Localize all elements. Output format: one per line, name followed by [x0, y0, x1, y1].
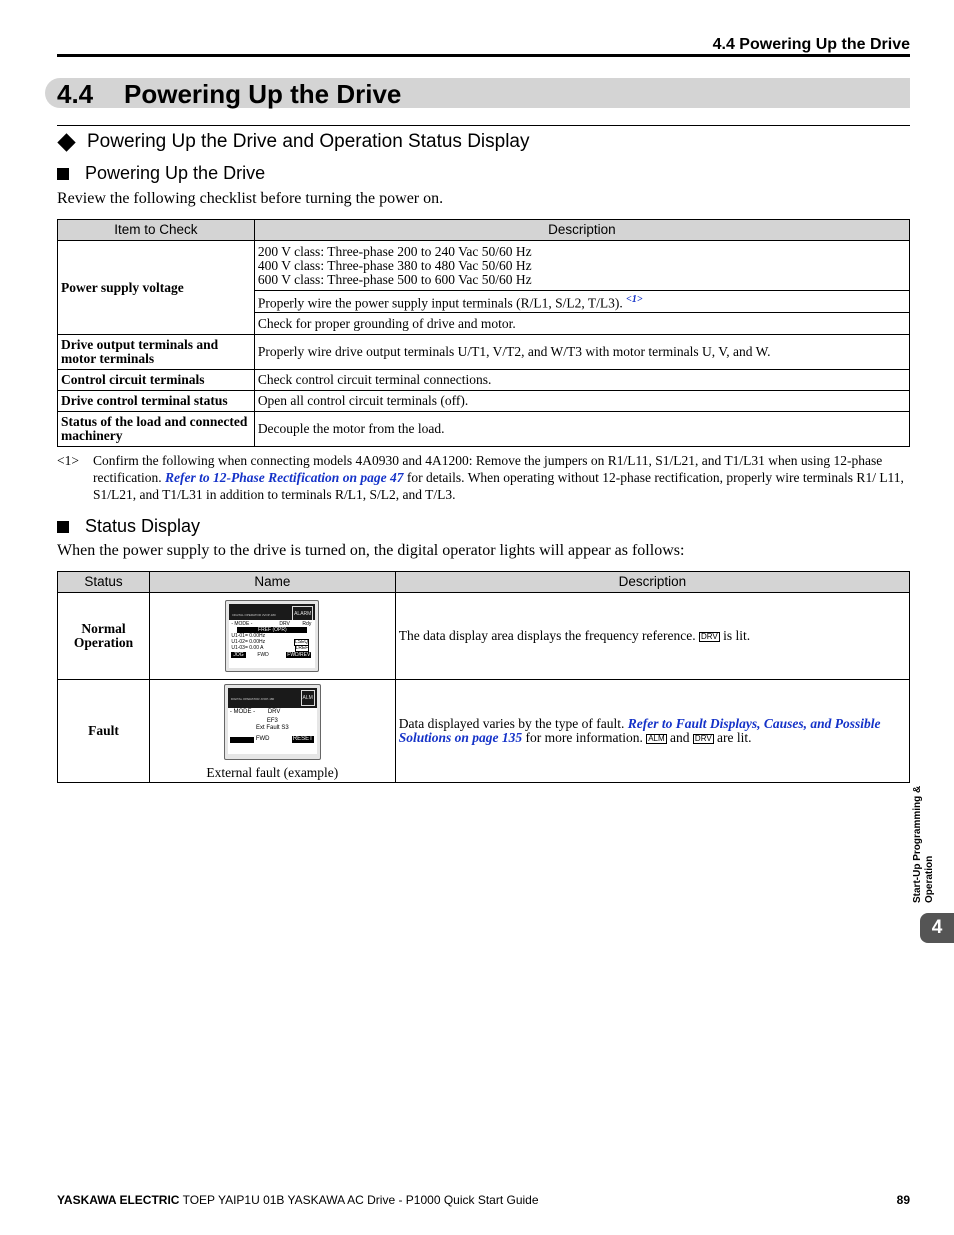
drv-indicator-icon: DRV — [694, 734, 712, 743]
footnote-text-2: for details. When operating without 12-phase rectification, properly wire terminals R1/ L11, S1/L21, and T1/L31 in addition to terminals R/L1, S/L2, and T/L3. — [93, 470, 904, 502]
fault-caption: External fault (example) — [206, 765, 339, 780]
lcd-fwd: FWD — [255, 736, 270, 742]
table-row — [58, 680, 910, 783]
powering-up-title: Powering Up the Drive — [85, 163, 266, 183]
status-display-title: Status Display — [85, 516, 201, 536]
status-col-name: Name — [149, 572, 395, 593]
fault-display-cell — [149, 680, 395, 783]
checklist-desc-grounding: Check for proper grounding of drive and motor. — [254, 313, 909, 335]
lcd-u101: U1-01= 0.00Hz — [231, 633, 266, 639]
lcd-header — [229, 604, 315, 620]
diamond-bullet-icon — [57, 133, 75, 151]
table-row — [58, 335, 910, 370]
table-row — [58, 391, 910, 412]
fault-desc-after: are lit. — [717, 730, 752, 745]
status-fault: Fault — [58, 680, 150, 783]
checklist-desc: Open all control circuit terminals (off). — [254, 391, 909, 412]
header-rule — [57, 54, 910, 57]
lcd-drv: DRV — [279, 621, 290, 627]
lcd-badge: ALARM — [292, 606, 313, 622]
checklist-item: Drive output terminals and motor terminals — [58, 335, 255, 370]
checklist-table — [57, 219, 910, 447]
lcd-fault-text: Ext Fault S3 — [255, 725, 289, 731]
powering-up-heading — [57, 163, 265, 184]
note-ref-link[interactable]: <1> — [626, 293, 643, 305]
section-title — [57, 79, 401, 110]
lcd-mode: - MODE - — [229, 709, 256, 715]
lcd-blank-key — [230, 737, 254, 743]
normal-desc-after: is lit. — [723, 628, 751, 643]
footer-brand: YASKAWA ELECTRIC — [57, 1193, 180, 1207]
normal-display-cell — [149, 593, 395, 680]
lcd-screen — [228, 708, 317, 754]
lcd-fwdrev: FWD/REV — [287, 652, 311, 658]
side-tab — [898, 775, 954, 905]
footer-doc: TOEP YAIP1U 01B YASKAWA AC Drive - P1000 Quick Start Guide — [182, 1193, 539, 1207]
lcd-label: DIGITAL OPERATOR JVOP-180 — [232, 613, 276, 617]
running-head: 4.4 Powering Up the Drive — [712, 36, 910, 53]
status-normal: Normal Operation — [58, 593, 150, 680]
rectification-link[interactable]: Refer to 12-Phase Rectification on page 47 — [164, 470, 404, 485]
footnote-label: <1> — [57, 453, 79, 468]
checklist-desc: Properly wire drive output terminals U/T1, V/T2, and W/T3 with motor terminals U, V, and W. — [254, 335, 909, 370]
status-table — [57, 571, 910, 783]
lcd-u102: U1-02= 0.00Hz — [231, 639, 266, 645]
checklist-desc: Decouple the motor from the load. — [254, 412, 909, 447]
checklist-item: Control circuit terminals — [58, 370, 255, 391]
lcd-reset: RESET — [292, 736, 313, 742]
page-number: 89 — [896, 1193, 910, 1207]
fault-desc-mid: for more information. — [525, 730, 643, 745]
alm-indicator-icon: ALM — [648, 734, 665, 743]
checklist-desc: Check control circuit terminal connections. — [254, 370, 909, 391]
lcd-screen — [229, 620, 315, 668]
status-display-intro: When the power supply to the drive is turned on, the digital operator lights will appear as follows: — [57, 542, 685, 559]
normal-desc-text: The data display area displays the frequency reference. — [398, 628, 696, 643]
drv-indicator-icon: DRV — [700, 632, 718, 641]
status-col-status: Status — [58, 572, 150, 593]
subsection-heading — [57, 131, 530, 153]
checklist-desc-voltages — [254, 241, 909, 291]
table-row — [58, 412, 910, 447]
fault-desc — [395, 680, 909, 783]
lcd-lsel: LSEQ — [294, 639, 309, 645]
subsection-title: Powering Up the Drive and Operation Status Display — [87, 131, 530, 152]
lcd-fref: FREF (OPR) — [237, 627, 307, 633]
chapter-tab: 4 — [920, 913, 954, 943]
fault-lcd-display — [224, 684, 321, 760]
square-bullet-icon — [57, 521, 69, 533]
checklist-desc-wiring — [254, 291, 909, 313]
lcd-mode: - MODE - — [231, 621, 253, 627]
lcd-fwd: FWD — [257, 652, 269, 658]
powering-up-intro: Review the following checklist before turning the power on. — [57, 190, 444, 207]
section-title-text: Powering Up the Drive — [124, 79, 402, 109]
footnote-text-1: Confirm the following when connecting models 4A0930 and 4A1200: Remove the jumpers on R1/L11, S1/L21, and T1/L31 when using 12-phase rectification. — [93, 453, 883, 485]
normal-desc — [395, 593, 909, 680]
checklist-item-power-supply: Power supply voltage — [58, 241, 255, 335]
normal-lcd-display — [225, 600, 319, 672]
lcd-lref: LREF — [295, 645, 309, 651]
footer — [57, 1193, 539, 1207]
lcd-rdy: Rdy — [302, 621, 312, 627]
lcd-header — [228, 688, 317, 708]
table-row — [58, 593, 910, 680]
checklist-col-item: Item to Check — [58, 220, 255, 241]
square-bullet-icon — [57, 168, 69, 180]
table-row — [58, 370, 910, 391]
voltage-400: 400 V class: Three-phase 380 to 480 Vac 50/60 Hz — [257, 257, 532, 273]
checklist-item: Drive control terminal status — [58, 391, 255, 412]
side-tab-text: Start-Up Programming & Operation — [912, 785, 935, 903]
footnote — [57, 452, 910, 503]
section-rule — [57, 125, 910, 126]
status-col-desc: Description — [395, 572, 909, 593]
fault-desc-and: and — [670, 730, 690, 745]
lcd-badge: ALM — [301, 690, 315, 706]
fault-desc-text: Data displayed varies by the type of fault. — [398, 716, 625, 731]
checklist-item: Status of the load and connected machinery — [58, 412, 255, 447]
wiring-text: Properly wire the power supply input terminals (R/L1, S/L2, T/L3). — [257, 295, 623, 311]
lcd-label: DIGITAL OPERATOR JVOP-180 — [230, 697, 275, 701]
voltage-600: 600 V class: Three-phase 500 to 600 Vac 50/60 Hz — [257, 271, 532, 287]
section-number: 4.4 — [57, 79, 94, 109]
voltage-200: 200 V class: Three-phase 200 to 240 Vac 50/60 Hz — [257, 243, 532, 259]
status-display-heading — [57, 516, 200, 537]
lcd-jog: JOG — [233, 652, 244, 658]
checklist-col-desc: Description — [254, 220, 909, 241]
lcd-drv: DRV — [267, 709, 281, 715]
lcd-fault-code: EF3 — [266, 718, 278, 724]
lcd-u103: U1-03= 0.00 A — [231, 645, 264, 651]
fault-displays-link[interactable]: Refer to Fault Displays, Causes, and Possible Solutions on page 135 — [398, 716, 881, 745]
